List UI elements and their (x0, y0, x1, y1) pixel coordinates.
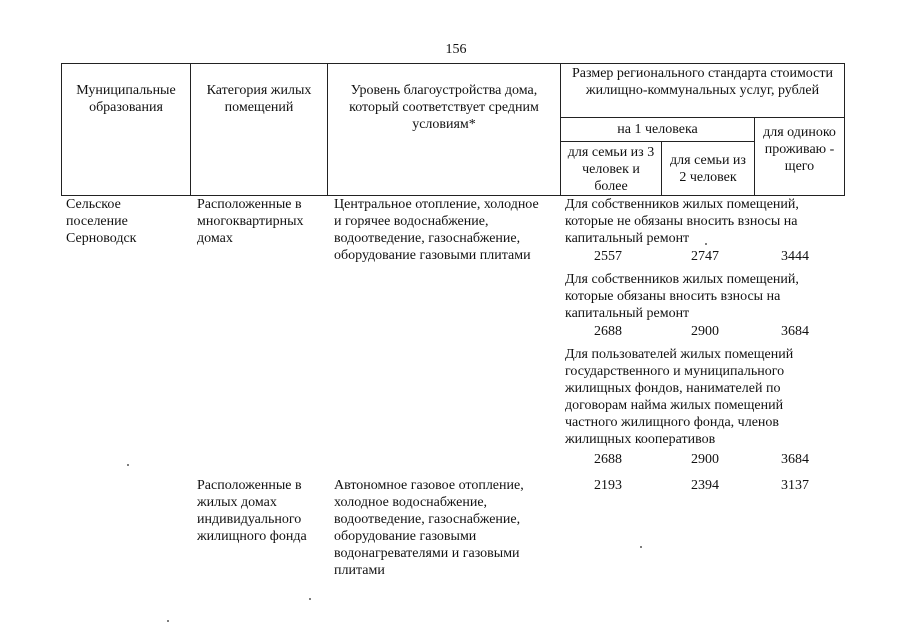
level-apartments: Центральное отопление, холодное и горячее водоснабжение, водоотведение, газоснабжение, оборудование газовыми плитами (334, 197, 539, 263)
header-category: Категория жилых помещений (191, 64, 328, 196)
header-family3: для семьи из 3 человек и более (561, 142, 662, 196)
category-houses: Расположенные в жилых домах индивидуального жилищного фонда (197, 478, 307, 544)
scan-speck (127, 464, 129, 466)
value-family2: 2747 (691, 249, 719, 264)
scan-speck (705, 243, 707, 245)
scan-speck (167, 620, 169, 622)
value-family3: 2688 (594, 452, 622, 467)
value-family3: 2193 (594, 478, 622, 493)
value-family2: 2394 (691, 478, 719, 493)
header-single: для одиноко проживаю - щего (755, 118, 845, 196)
header-family2: для семьи из 2 человек (662, 142, 755, 196)
header-municipal: Муниципальные образования (62, 64, 191, 196)
header-standard: Размер регионального стандарта стоимости жилищно-коммунальных услуг, рублей (561, 64, 845, 118)
value-single: 3684 (781, 324, 809, 339)
group-label: Для собственников жилых помещений, которые не обязаны вносить взносы на капитальный ремонт (565, 197, 799, 246)
scan-speck (640, 546, 642, 548)
municipality-name: Сельское поселение Серноводск (66, 197, 137, 246)
value-family2: 2900 (691, 452, 719, 467)
value-family2: 2900 (691, 324, 719, 339)
value-single: 3684 (781, 452, 809, 467)
group-label: Для собственников жилых помещений, которые обязаны вносить взносы на капитальный ремонт (565, 272, 799, 321)
category-apartments: Расположенные в многоквартирных домах (197, 197, 304, 246)
value-single: 3444 (781, 249, 809, 264)
group-label: Для пользователей жилых помещений государственного и муниципального жилищных фондов, нанимателей по договорам найма жилых помещений частного жилищного фонда, членов жилищных кооперативов (565, 347, 794, 447)
value-family3: 2557 (594, 249, 622, 264)
header-per-person: на 1 человека (561, 118, 755, 142)
value-single: 3137 (781, 478, 809, 493)
page-number: 156 (445, 42, 467, 57)
header-level: Уровень благоустройства дома, который соответствует средним условиям* (328, 64, 561, 196)
level-houses: Автономное газовое отопление, холодное водоснабжение, водоотведение, газоснабжение, оборудование газовыми водонагревателями и газовыми плитами (334, 478, 524, 578)
table-header (61, 63, 845, 196)
scan-speck (309, 598, 311, 600)
value-family3: 2688 (594, 324, 622, 339)
